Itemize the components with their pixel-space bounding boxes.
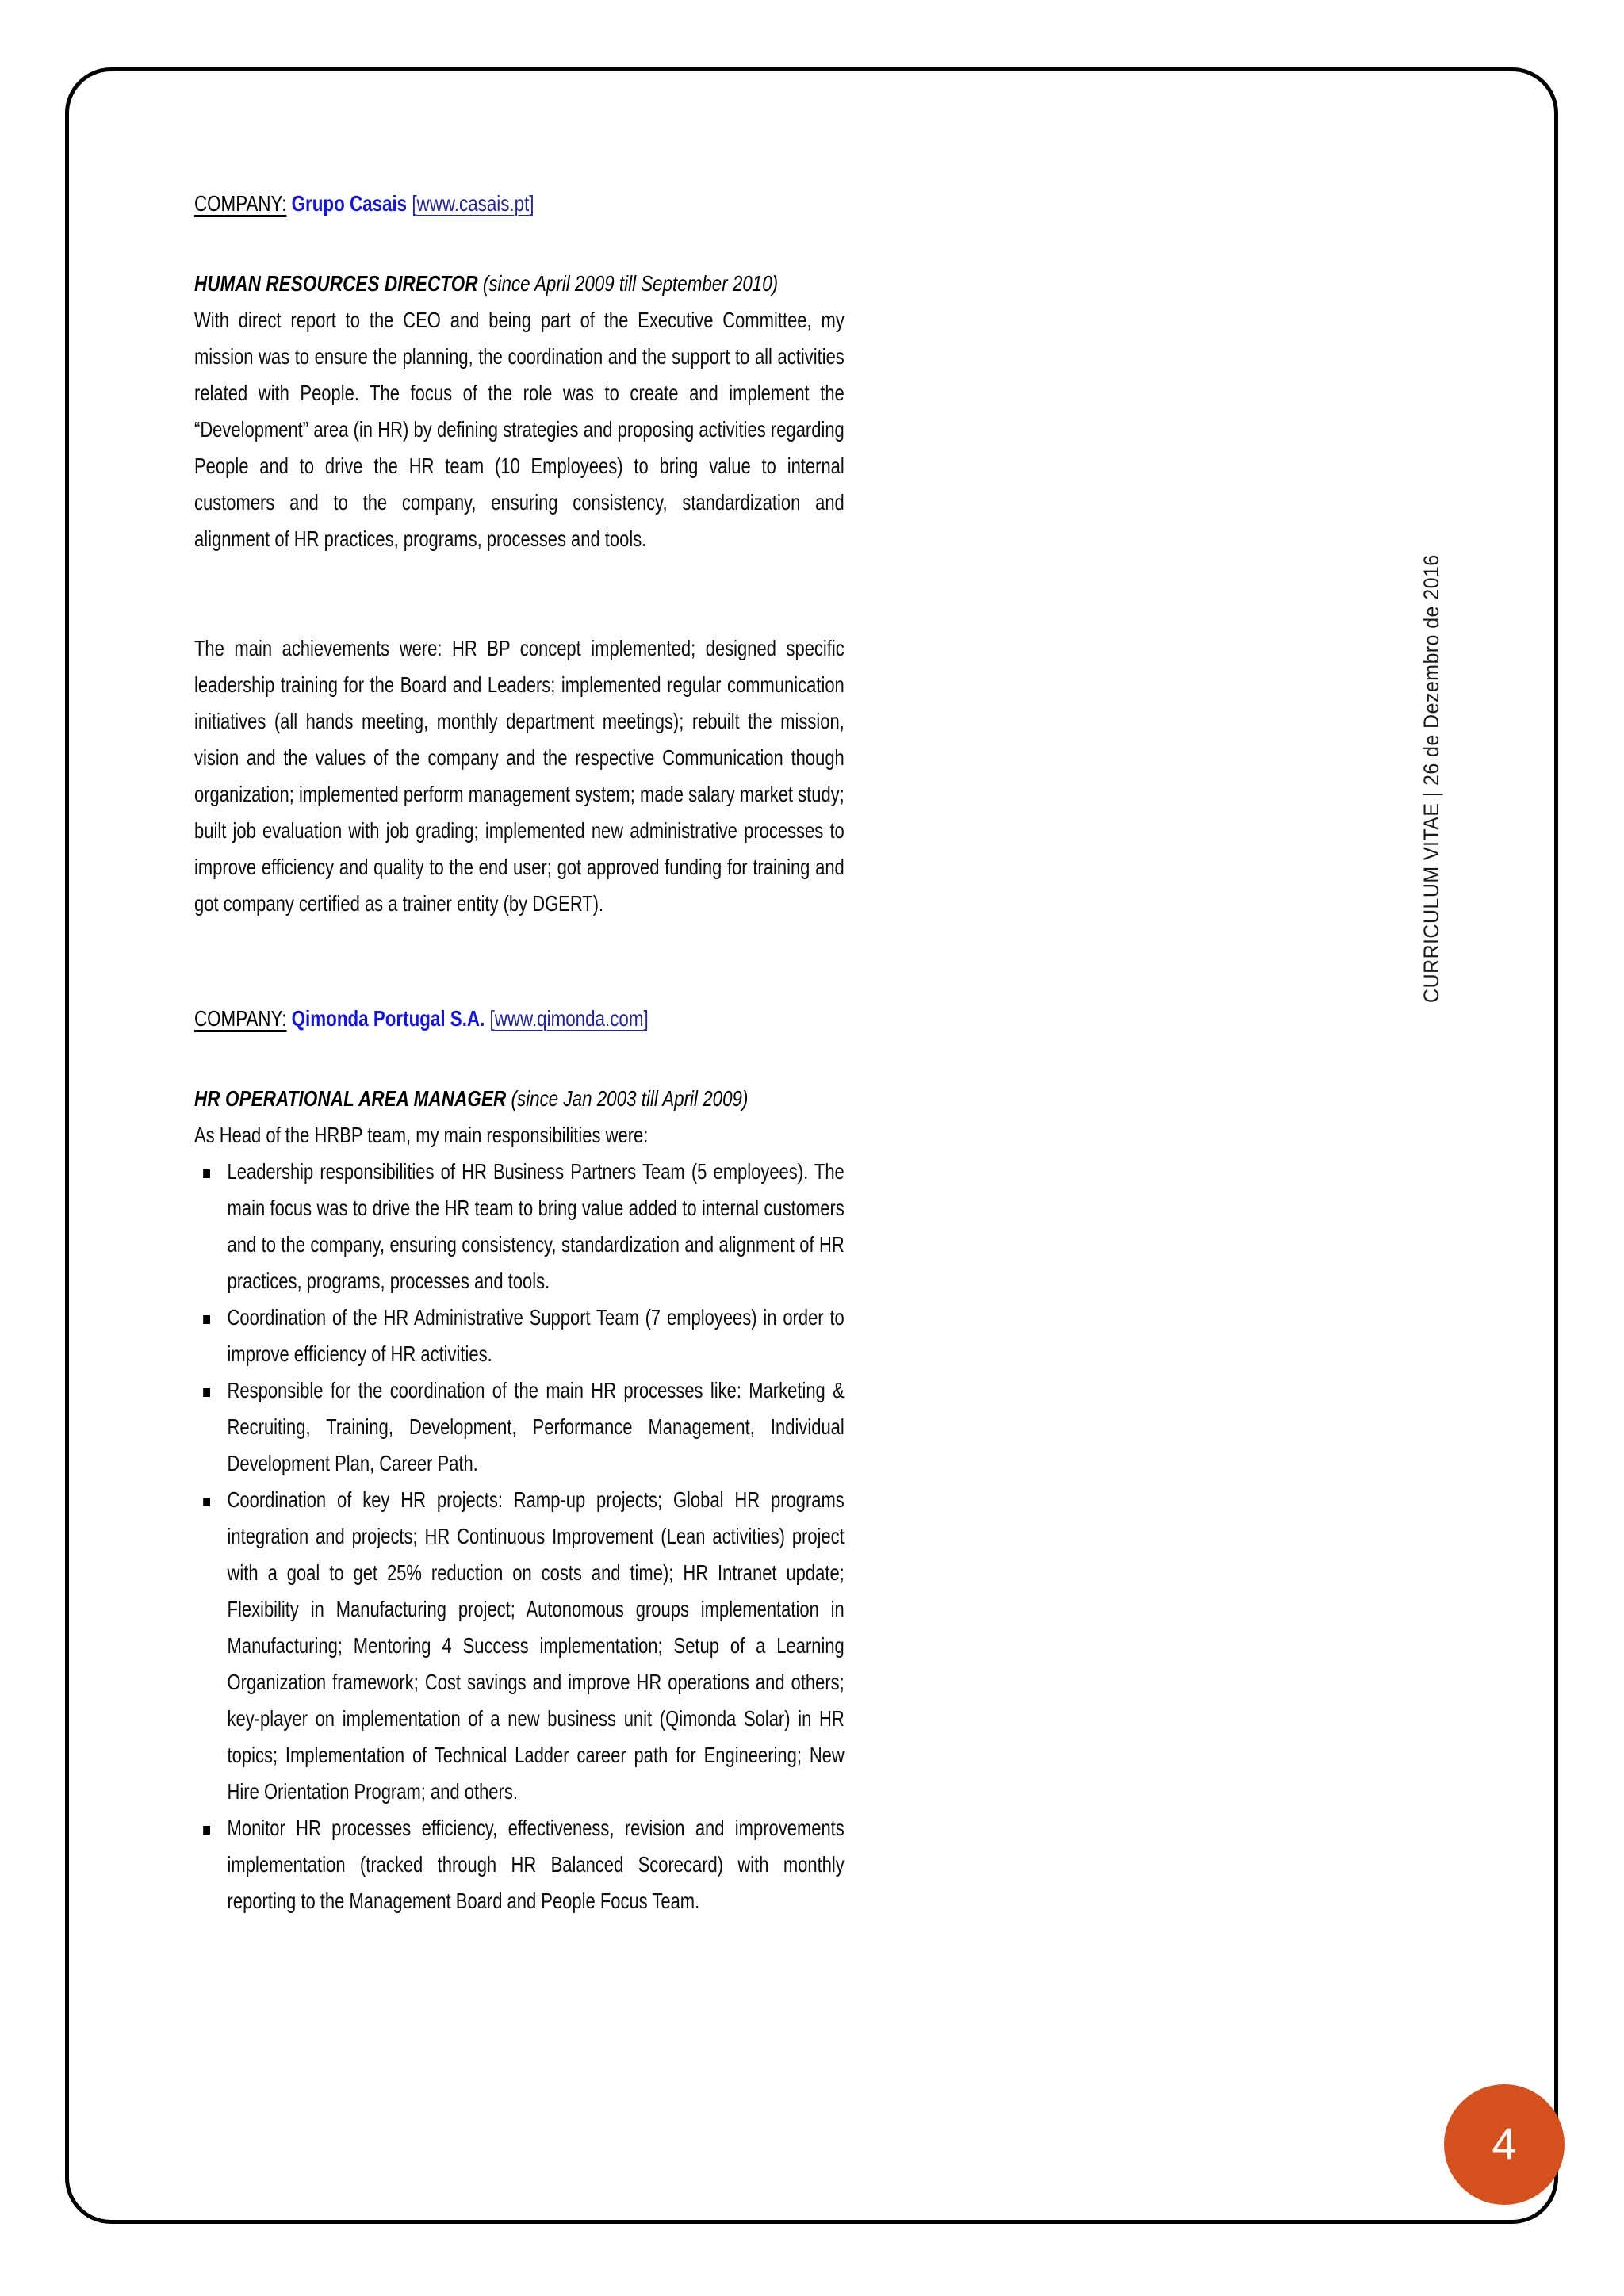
bullet-square-icon — [203, 1315, 210, 1324]
bullet-square-icon — [203, 1826, 210, 1835]
experience-section-qimonda — [194, 1001, 845, 1919]
company-label: COMPANY: — [194, 1006, 287, 1031]
spacer — [194, 221, 845, 266]
url-close-bracket: ] — [529, 191, 534, 216]
list-item — [194, 1299, 845, 1372]
company-heading — [194, 186, 845, 221]
company-website-link[interactable]: www.casais.pt — [416, 191, 530, 216]
role-period: (since Jan 2003 till April 2009) — [511, 1086, 749, 1111]
bullet-square-icon — [203, 1169, 210, 1178]
url-open-bracket: [ — [489, 1006, 495, 1031]
company-heading — [194, 1001, 845, 1036]
role-achievements-paragraph: The main achievements were: HR BP concept implemented; designed specific leadership training for the Board and Leaders; implemented regular communication initiatives (all hands meeting, monthly department meetings); rebuilt the mission, vision and the values of the company and the respective Communication though organization; implemented perform management system; made salary market study; built job evaluation with job grading; implemented new administrative processes to improve efficiency and quality to the end user; got approved funding for training and got company certified as a trainer entity (by DGERT). — [194, 636, 845, 916]
role-heading — [194, 266, 845, 302]
document-content — [194, 186, 845, 1919]
company-name: Grupo Casais — [291, 191, 408, 216]
list-item-text: Coordination of the HR Administrative Support Team (7 employees) in order to improve efficiency of HR activities. — [227, 1305, 845, 1366]
role-heading — [194, 1081, 845, 1117]
list-item-text: Coordination of key HR projects: Ramp-up projects; Global HR programs integration and projects; HR Continuous Improvement (Lean activities) project with a goal to get 25% reduction on costs and time); HR Intranet update; Flexibility in Manufacturing project; Autonomous groups implementation in Manufacturing; Mentoring 4 Success implementation; Setup of a Learning Organization framework; Cost savings and improve HR operations and others; key-player on implementation of a new business unit (Qimonda Solar) in HR topics; Implementation of Technical Ladder career path for Engineering; New Hire Orientation Program; and others. — [227, 1487, 845, 1804]
page-number-text: 4 — [1492, 2118, 1517, 2168]
page-number-badge — [1444, 2084, 1565, 2205]
vertical-footer-caption — [1419, 400, 1444, 1003]
list-item — [194, 1154, 845, 1299]
bullet-square-icon — [203, 1388, 210, 1397]
role-period: (since April 2009 till September 2010) — [482, 271, 779, 296]
list-item — [194, 1482, 845, 1810]
list-item — [194, 1810, 845, 1919]
experience-section-grupo-casais — [194, 186, 845, 922]
vertical-footer-caption-text: CURRICULUM VITAE | 26 de Dezembro de 2016 — [1419, 554, 1443, 1003]
role-intro-paragraph: As Head of the HRBP team, my main responsibilities were: — [194, 1123, 649, 1147]
spacer — [194, 922, 845, 1001]
role-title: HUMAN RESOURCES DIRECTOR — [194, 271, 478, 296]
role-description-paragraph: With direct report to the CEO and being part of the Executive Committee, my mission was to ensure the planning, the coordination and the support to all activities related with People. The focus of the role was to create and implement the “Development” area (in HR) by defining strategies and proposing activities regarding People and to drive the HR team (10 Employees) to bring value to internal customers and to the company, ensuring consistency, standardization and alignment of HR practices, programs, processes and tools. — [194, 308, 845, 551]
url-open-bracket: [ — [412, 191, 417, 216]
company-website-link[interactable]: www.qimonda.com — [494, 1006, 644, 1031]
company-name: Qimonda Portugal S.A. — [291, 1006, 485, 1031]
list-item-text: Responsible for the coordination of the main HR processes like: Marketing & Recruiting, Training, Development, Performance Management, Individual Development Plan, Career Path. — [227, 1378, 845, 1475]
bullet-square-icon — [203, 1498, 210, 1506]
list-item-text: Monitor HR processes efficiency, effectiveness, revision and improvements implementation (tracked through HR Balanced Scorecard) with monthly reporting to the Management Board and People Focus Team. — [227, 1816, 845, 1913]
list-item-text: Leadership responsibilities of HR Business Partners Team (5 employees). The main focus was to drive the HR team to bring value added to internal customers and to the company, ensuring consistency, standardization and alignment of HR practices, programs, processes and tools. — [227, 1159, 845, 1293]
spacer — [194, 1036, 845, 1081]
spacer — [194, 557, 845, 630]
responsibilities-list — [194, 1154, 845, 1919]
list-item — [194, 1372, 845, 1482]
url-close-bracket: ] — [643, 1006, 649, 1031]
company-label: COMPANY: — [194, 191, 287, 216]
role-title: HR OPERATIONAL AREA MANAGER — [194, 1086, 507, 1111]
